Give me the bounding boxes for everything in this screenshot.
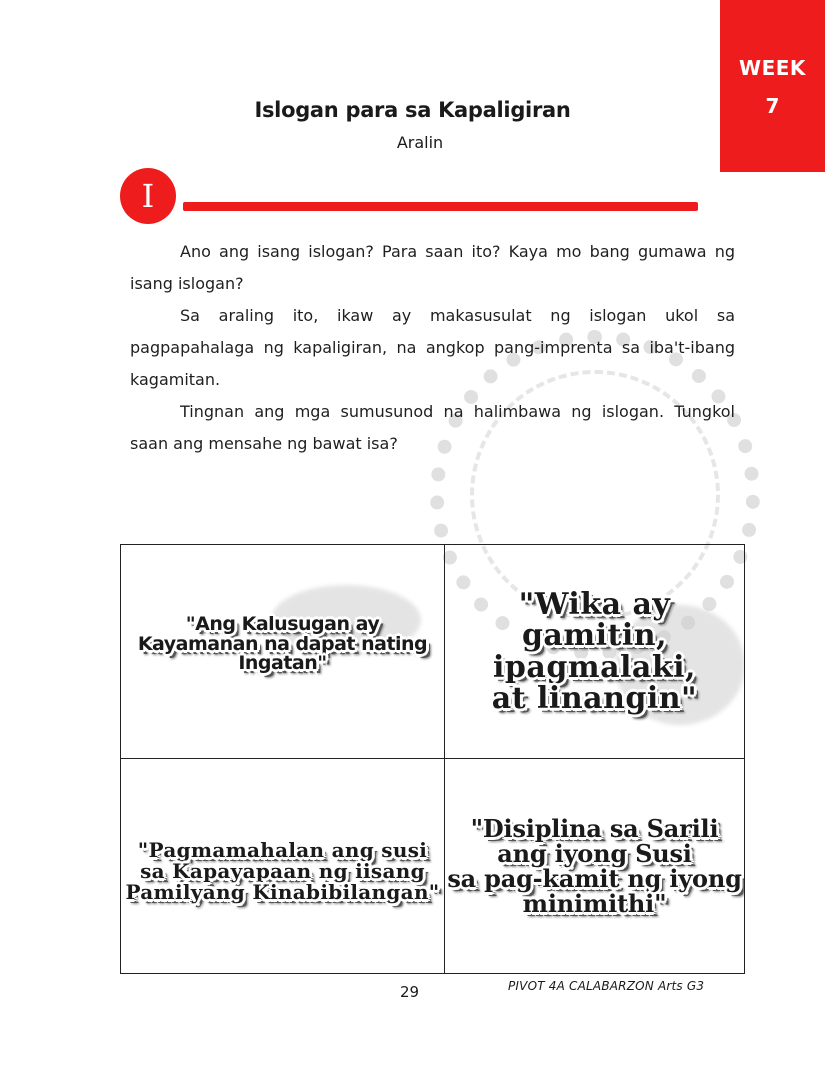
paragraph: Ano ang isang islogan? Para saan ito? Kaya mo bang gumawa ng isang islogan? [130, 242, 735, 293]
page-number: 29 [400, 983, 420, 1001]
page-title: Islogan para sa Kapaligiran [254, 98, 571, 122]
slogan-discipline: "Disiplina sa Sarili ang iyong Susi sa pag-kamit ng iyong minimithi" [447, 813, 742, 919]
paragraph: Tingnan ang mga sumusunod na halimbawa ng islogan. Tungkol saan ang mensahe ng bawat isa? [130, 402, 735, 453]
slogan-cell [121, 759, 445, 973]
page-subtitle: Aralin [396, 133, 444, 152]
slogan-cell [445, 759, 744, 973]
slogan-cell [445, 545, 744, 759]
week-number: 7 [765, 94, 780, 118]
lesson-intro [130, 236, 735, 460]
slogan-grid [120, 544, 745, 974]
week-label: WEEK [739, 56, 806, 80]
section-marker: I [120, 168, 176, 224]
slogan-language: "Wika ay gamitin, ipagmalaki, at linangin" [491, 586, 698, 716]
paragraph: Sa araling ito, ikaw ay makasusulat ng islogan ukol sa pagpapahalaga ng kapaligiran, na angkop pang-imprenta sa iba't-ibang kagamitan. [130, 306, 735, 389]
slogan-cell [121, 545, 445, 759]
slogan-health: "Ang Kalusugan ay Kayamanan na dapat nating Ingatan" [137, 612, 428, 675]
section-divider [183, 202, 698, 211]
week-badge [720, 0, 825, 172]
footer-source: PIVOT 4A CALABARZON Arts G3 [508, 979, 705, 993]
slogan-family: "Pagmamahalan ang susi sa Kapayapaan ng iisang Pamilyang Kinabibilangan" [125, 837, 440, 904]
